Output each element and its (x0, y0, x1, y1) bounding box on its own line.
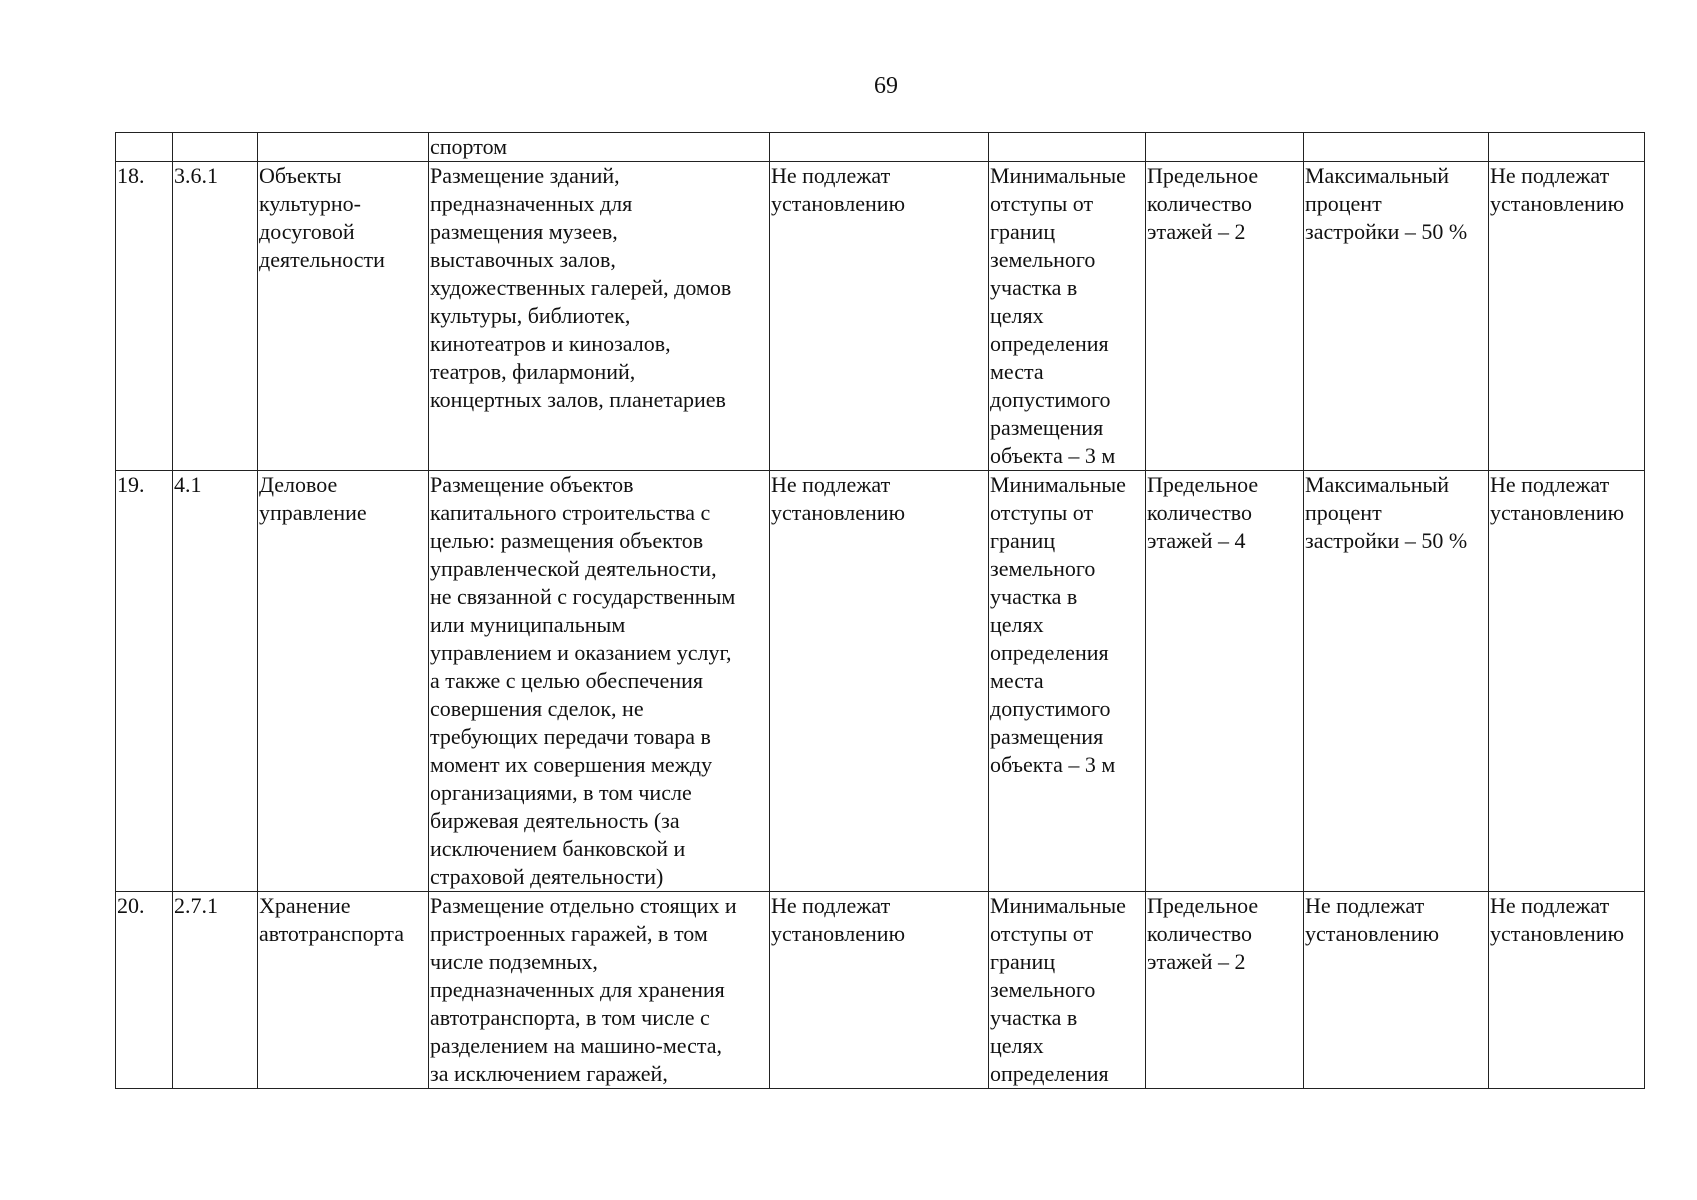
plot-size-limits: Не подлежат установлению (770, 892, 989, 1089)
other-limits: Не подлежат установлению (1489, 892, 1645, 1089)
floor-limits: Предельное количество этажей – 4 (1146, 471, 1304, 892)
table-cell: спортом (429, 133, 770, 162)
table-row (116, 471, 1645, 892)
use-name: Хранение автотранспорта (258, 892, 429, 1089)
coverage-limits: Максимальный процент застройки – 50 % (1304, 471, 1489, 892)
table-cell (1304, 133, 1489, 162)
use-description: Размещение зданий, предназначенных для размещения музеев, выставочных залов, художественных галерей, домов культуры, библиотек, кинотеатров и кинозалов, театров, филармоний, концертных залов, планетариев (429, 162, 770, 471)
floor-limits: Предельное количество этажей – 2 (1146, 892, 1304, 1089)
use-code: 3.6.1 (173, 162, 258, 471)
use-description: Размещение отдельно стоящих и пристроенных гаражей, в том числе подземных, предназначенных для хранения автотранспорта, в том числе с разделением на машино-места, за исключением гаражей, (429, 892, 770, 1089)
table-cell (1146, 133, 1304, 162)
row-number: 20. (116, 892, 173, 1089)
page-number: 69 (874, 73, 898, 99)
table-cell (116, 133, 173, 162)
setback-limits: Минимальные отступы от границ земельного участка в целях определения места допустимого размещения объекта – 3 м (989, 471, 1146, 892)
zoning-table (115, 132, 1645, 1089)
table-cell (258, 133, 429, 162)
plot-size-limits: Не подлежат установлению (770, 162, 989, 471)
row-number: 19. (116, 471, 173, 892)
floor-limits: Предельное количество этажей – 2 (1146, 162, 1304, 471)
plot-size-limits: Не подлежат установлению (770, 471, 989, 892)
table-cell (770, 133, 989, 162)
row-number: 18. (116, 162, 173, 471)
use-description: Размещение объектов капитального строительства с целью: размещения объектов управленческой деятельности, не связанной с государственным или муниципальным управлением и оказанием услуг, а также с целью обеспечения совершения сделок, не требующих передачи товара в момент их совершения между организациями, в том числе биржевая деятельность (за исключением банковской и страховой деятельности) (429, 471, 770, 892)
use-name: Объекты культурно- досуговой деятельности (258, 162, 429, 471)
setback-limits: Минимальные отступы от границ земельного участка в целях определения места допустимого размещения объекта – 3 м (989, 162, 1146, 471)
other-limits: Не подлежат установлению (1489, 162, 1645, 471)
use-code: 2.7.1 (173, 892, 258, 1089)
table-row (116, 892, 1645, 1089)
coverage-limits: Не подлежат установлению (1304, 892, 1489, 1089)
setback-limits: Минимальные отступы от границ земельного участка в целях определения (989, 892, 1146, 1089)
table-cell (173, 133, 258, 162)
use-code: 4.1 (173, 471, 258, 892)
use-name: Деловое управление (258, 471, 429, 892)
coverage-limits: Максимальный процент застройки – 50 % (1304, 162, 1489, 471)
table-row (116, 162, 1645, 471)
other-limits: Не подлежат установлению (1489, 471, 1645, 892)
table-cell (989, 133, 1146, 162)
table-row-continuation (116, 133, 1645, 162)
table-cell (1489, 133, 1645, 162)
